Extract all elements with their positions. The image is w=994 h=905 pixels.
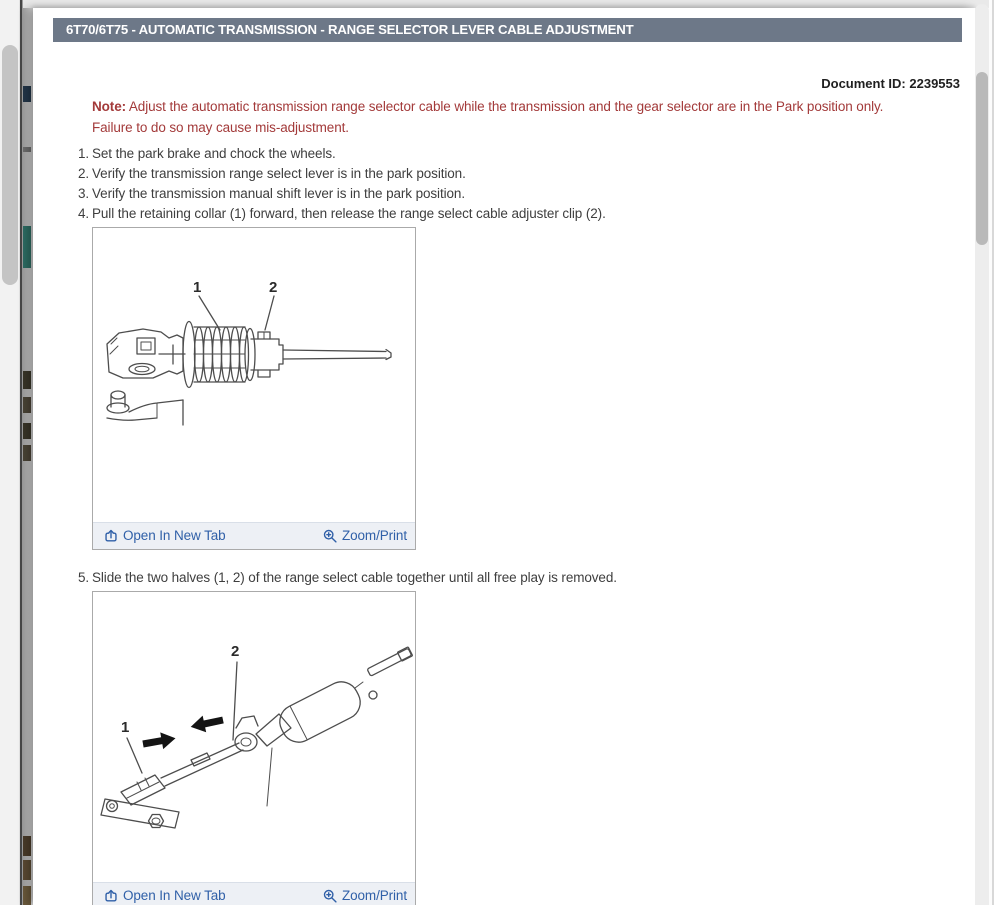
zoom-print-label: Zoom/Print [341,888,407,903]
background-fragment [23,147,31,152]
step-text: Verify the transmission manual shift lever is in the park position. [92,186,465,201]
zoom-print-label: Zoom/Print [341,528,407,543]
right-scrollbar-thumb[interactable] [976,72,988,245]
background-fragment [23,445,31,461]
open-in-new-tab-link[interactable] [104,526,226,546]
background-fragment [23,226,31,268]
note-text-line-1: Adjust the automatic transmission range selector cable while the transmission and the gear selector are in the Park position only. [128,99,884,114]
figure-1-callout-2: 2 [269,279,278,296]
step-number: 2. [78,166,90,181]
figure-cable-adjuster [92,227,416,550]
note [92,97,945,138]
note-text-line-2: Failure to do so may cause mis-adjustment. [92,119,349,135]
zoom-plus-icon [323,529,337,543]
document-panel [33,8,975,905]
figure-1-callout-1: 1 [193,279,202,296]
step-number: 1. [78,146,90,161]
open-in-new-tab-link[interactable] [104,886,226,905]
open-in-new-tab-label: Open In New Tab [123,528,226,543]
figure-cable-halves [92,591,416,905]
step-1 [33,144,975,164]
document-id-label: Document ID: [821,76,906,91]
cable-adjuster-drawing [93,228,415,522]
step-number: 3. [78,186,90,201]
step-text: Set the park brake and chock the wheels. [92,146,336,161]
document-title-bar [53,18,962,42]
figure-2-callout-1: 1 [121,719,130,736]
figure-1-image [93,228,415,522]
step-text: Pull the retaining collar (1) forward, then release the range select cable adjuster clip (2). [92,206,606,221]
background-fragment [23,886,31,905]
cable-halves-drawing [93,592,415,882]
background-fragment [23,86,31,102]
zoom-plus-icon [323,889,337,903]
document-id-value: 2239553 [909,76,960,91]
background-fragment [23,860,31,880]
step-2 [33,164,975,184]
zoom-print-link[interactable] [323,526,407,546]
background-top-strip [23,0,989,8]
background-page-sliver [22,0,33,905]
step-text: Verify the transmission range select lever is in the park position. [92,166,466,181]
step-4 [33,204,975,550]
step-3 [33,184,975,204]
window-right-edge [989,0,994,905]
step-number: 4. [78,206,90,221]
page-title: 6T70/6T75 - AUTOMATIC TRANSMISSION - RANGE SELECTOR LEVER CABLE ADJUSTMENT [66,22,634,37]
document-id [33,77,960,91]
left-scrollbar-thumb[interactable] [2,45,18,285]
open-in-new-tab-label: Open In New Tab [123,888,226,903]
figure-2-toolbar [93,882,415,905]
step-number: 5. [78,570,90,585]
procedure-steps [33,144,975,905]
step-5 [33,568,975,905]
zoom-print-link[interactable] [323,886,407,905]
step-text: Slide the two halves (1, 2) of the range select cable together until all free play is removed. [92,570,617,585]
background-fragment [23,397,31,413]
figure-1-toolbar [93,522,415,549]
note-line-1 [92,97,945,118]
open-in-new-tab-icon [104,889,118,903]
figure-2-callout-2: 2 [231,643,240,660]
background-fragment [23,423,31,439]
note-label: Note: [92,99,126,114]
open-in-new-tab-icon [104,529,118,543]
figure-2-image [93,592,415,882]
background-fragment [23,836,31,856]
background-fragment [23,371,31,389]
